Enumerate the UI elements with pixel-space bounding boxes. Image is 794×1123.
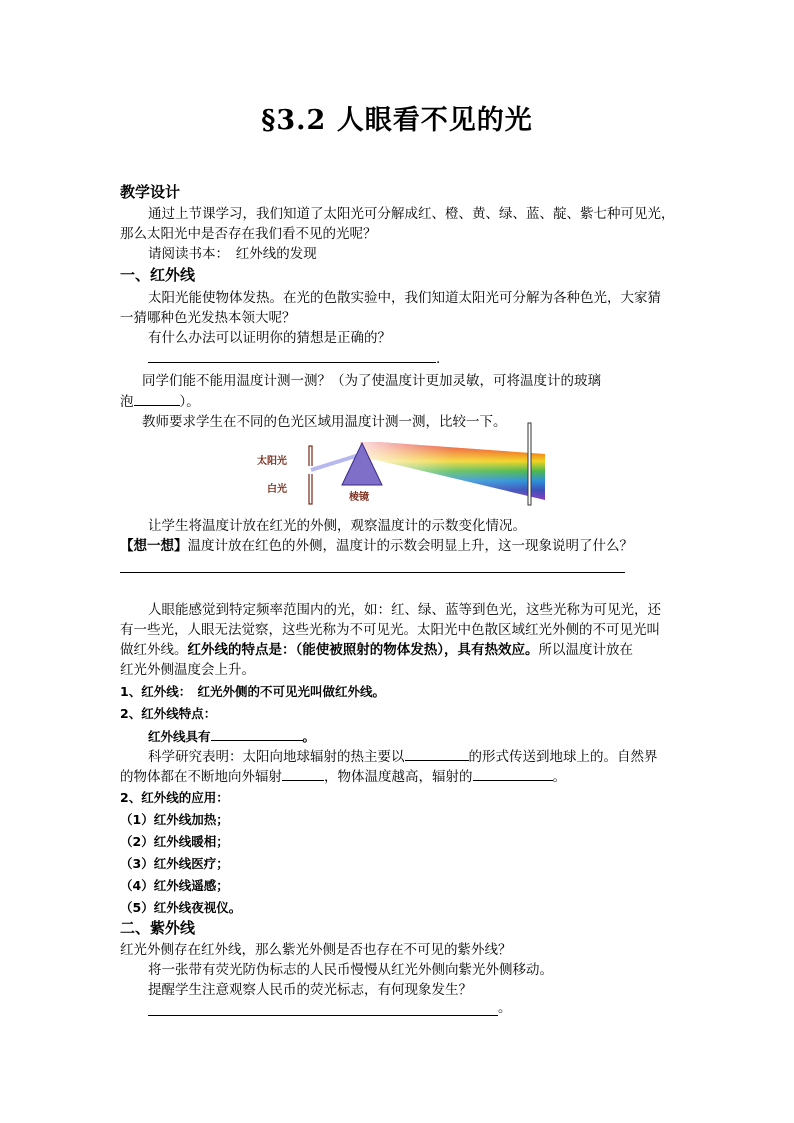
slit-screen [309, 446, 312, 504]
think-tag: 【想一想】 [120, 538, 188, 554]
list-item: （3）红外线医疗； [120, 856, 229, 871]
list-item: （5）红外线夜视仪。 [120, 900, 242, 915]
text-span: ，物体温度越高，辐射的 [324, 769, 473, 785]
paragraph-line: 通过上节课学习，我们知道了太阳光可分解成红、橙、黄、绿、蓝、靛、紫七种可见光， [148, 206, 675, 222]
text-span: 。 [302, 729, 316, 744]
answer-blank[interactable] [473, 766, 553, 781]
paragraph-line: 红光外侧温度会上升。 [120, 662, 255, 678]
paragraph-line: 让学生将温度计放在红光的外侧，观察温度计的示数变化情况。 [148, 518, 526, 534]
section-heading-design: 教学设计 [120, 183, 181, 201]
list-item [148, 726, 315, 747]
paragraph-line: 那么太阳光中是否存在我们看不见的光呢？ [120, 226, 377, 242]
paragraph-line: 有什么办法可以证明你的猜想是正确的？ [148, 330, 391, 346]
paragraph-line: 太阳光能使物体发热。在光的色散实验中，我们知道太阳光可分解为各种色光，大家猜 [148, 290, 661, 306]
answer-blank[interactable] [405, 746, 469, 761]
text-span: 做红外线。 [120, 642, 188, 658]
paragraph-line [148, 746, 658, 767]
text-span: 的形式传送到地球上的。自然界 [468, 749, 658, 765]
answer-blank[interactable] [211, 726, 303, 741]
label-white-light: 白光 [267, 484, 287, 495]
answer-blank[interactable] [134, 391, 180, 406]
answer-blank[interactable] [148, 362, 436, 363]
list-item: 2、红外线的应用： [120, 790, 229, 805]
spectrum-fade [360, 442, 545, 500]
text-span: 所以温度计放在 [538, 642, 633, 658]
list-item: （1）红外线加热； [120, 812, 229, 827]
answer-blank[interactable] [120, 572, 625, 573]
prism-dispersion-diagram [255, 420, 545, 512]
answer-blank[interactable] [282, 766, 324, 781]
answer-blank[interactable] [148, 1015, 498, 1016]
list-item: （2）红外线暖相； [120, 834, 229, 849]
list-item: 2、红外线特点： [120, 706, 217, 721]
receiving-screen [528, 423, 531, 505]
paragraph-line: 同学们能不能用温度计测一测？（为了使温度计更加灵敏，可将温度计的玻璃 [142, 373, 601, 389]
infrared-feature-bold: 红外线的特点是：（能使被照射的物体发热），具有热效应。 [187, 642, 539, 658]
paragraph-line: 请阅读书本： 红外线的发现 [148, 246, 317, 262]
label-sunlight: 太阳光 [257, 456, 287, 467]
paragraph-line [120, 391, 200, 412]
paragraph-line: 一猜哪种色光发热本领大呢？ [120, 310, 296, 326]
paragraph-line: 红光外侧存在红外线，那么紫光外侧是否也存在不可见的紫外线？ [120, 942, 512, 958]
text-span: ）。 [179, 394, 200, 410]
paragraph-line: 人眼能感觉到特定频率范围内的光，如：红、绿、蓝等到色光，这些光称为可见光，还 [148, 602, 661, 618]
section-heading-uv: 二、紫外线 [120, 919, 196, 937]
text-span: 红外线具有 [148, 729, 211, 744]
list-item: 1、红外线： 红光外侧的不可见光叫做红外线。 [120, 684, 385, 699]
list-item: （4）红外线遥感； [120, 878, 229, 893]
think-text: 温度计放在红色的外侧，温度计的示数会明显上升，这一现象说明了什么？ [187, 538, 633, 554]
paragraph-line [120, 640, 633, 660]
paragraph-line [120, 766, 566, 787]
label-prism: 棱镜 [349, 492, 369, 503]
blank-end-mark: . [436, 351, 441, 367]
section-heading-infrared: 一、红外线 [120, 266, 196, 284]
blank-end-mark: 。 [498, 1000, 512, 1016]
text-span: 科学研究表明：太阳向地球辐射的热主要以 [148, 749, 405, 765]
paragraph-line: 提醒学生注意观察人民币的荧光标志，有何现象发生？ [148, 982, 472, 998]
paragraph-line: 将一张带有荧光防伪标志的人民币慢慢从红光外侧向紫光外侧移动。 [148, 962, 553, 978]
page-title: §3.2 人眼看不见的光 [261, 105, 533, 136]
paragraph-line: 有一些光，人眼无法觉察，这些光称为不可见光。太阳光中色散区域红光外侧的不可见光叫 [120, 622, 660, 638]
paragraph-line: 教师要求学生在不同的色光区域用温度计测一测，比较一下。 [142, 414, 507, 430]
text-span: 的物体都在不断地向外辐射 [120, 769, 282, 785]
text-span: 。 [552, 769, 566, 785]
think-line [120, 536, 633, 556]
text-span: 泡 [120, 394, 134, 410]
